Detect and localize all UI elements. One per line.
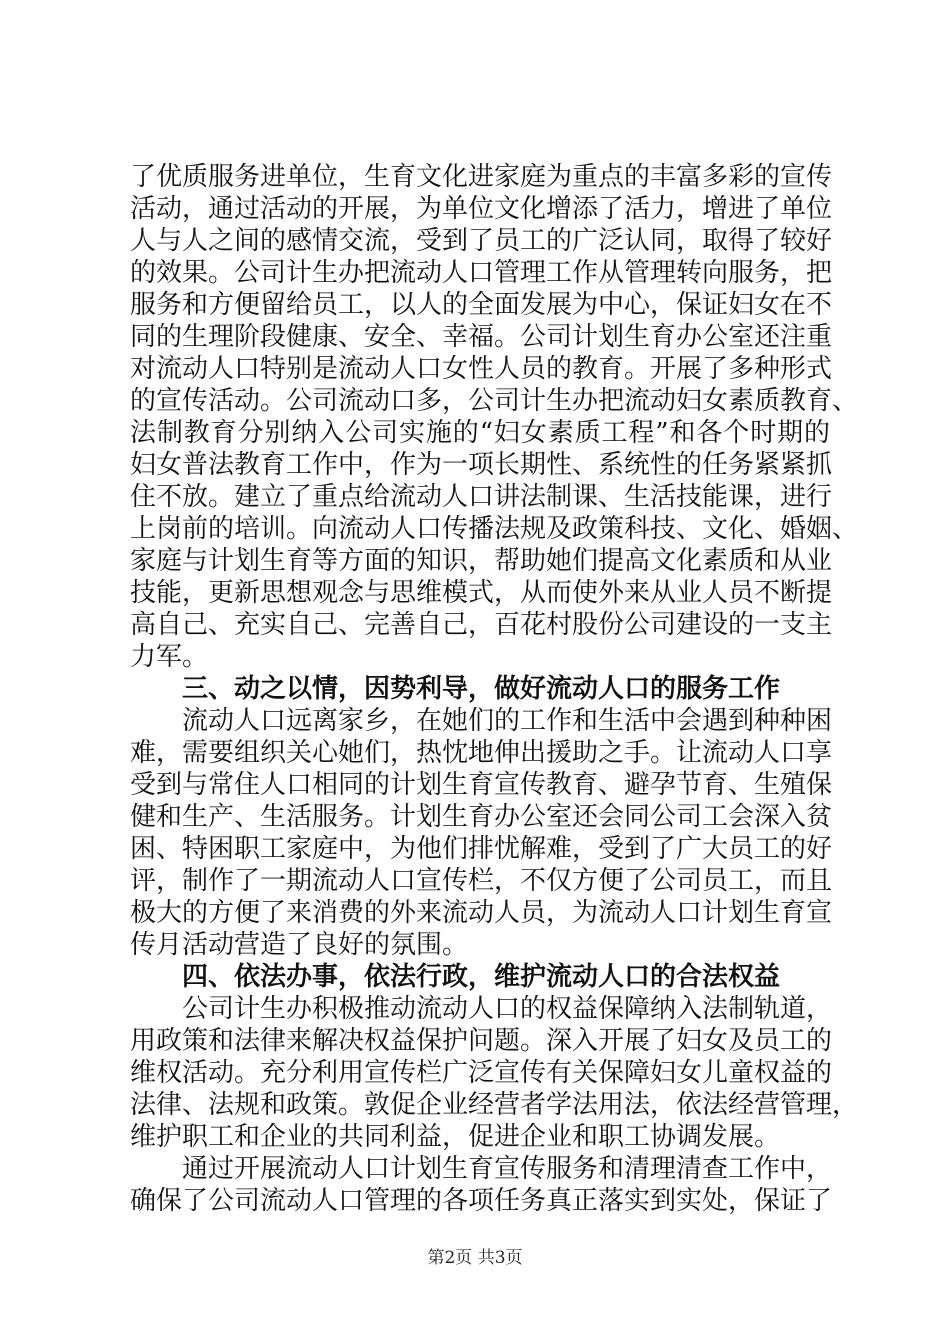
- body-text-line: 维权活动。充分利用宣传栏广泛宣传有关保障妇女儿童权益的: [130, 1058, 833, 1088]
- body-text-line: 健和生产、生活服务。计划生育办公室还会同公司工会深入贫: [130, 802, 833, 832]
- body-text-line: 高自己、充实自己、完善自己，百花村股份公司建设的一支主: [130, 610, 833, 640]
- body-text-line: 人与人之间的感情交流，受到了员工的广泛认同，取得了较好: [130, 226, 833, 256]
- body-text-line: 同的生理阶段健康、安全、幸福。公司计划生育办公室还注重: [130, 322, 833, 352]
- body-text-line: 公司计生办积极推动流动人口的权益保障纳入法制轨道，: [182, 994, 833, 1024]
- body-text-line: 了优质服务进单位，生育文化进家庭为重点的丰富多彩的宣传: [130, 162, 833, 192]
- body-text-line: 受到与常住人口相同的计划生育宣传教育、避孕节育、生殖保: [130, 770, 833, 800]
- body-text-line: 住不放。建立了重点给流动人口讲法制课、生活技能课，进行: [130, 482, 833, 512]
- body-text-line: 法律、法规和政策。敦促企业经营者学法用法，依法经营管理，: [130, 1090, 859, 1120]
- body-text-line: 服务和方便留给员工，以人的全面发展为中心，保证妇女在不: [130, 290, 833, 320]
- body-text-line: 难，需要组织关心她们，热忱地伸出援助之手。让流动人口享: [130, 738, 833, 768]
- body-text-line: 家庭与计划生育等方面的知识，帮助她们提高文化素质和从业: [130, 546, 833, 576]
- body-text-line: 的宣传活动。公司流动口多，公司计生办把流动妇女素质教育、: [130, 386, 859, 416]
- body-text-line: 法制教育分别纳入公司实施的“妇女素质工程”和各个时期的: [130, 418, 830, 448]
- body-text-line: 传月活动营造了良好的氛围。: [130, 930, 469, 960]
- body-text-line: 评，制作了一期流动人口宣传栏，不仅方便了公司员工，而且: [130, 866, 833, 896]
- body-text-line: 通过开展流动人口计划生育宣传服务和清理清查工作中，: [182, 1154, 833, 1184]
- body-text-line: 困、特困职工家庭中，为他们排忧解难，受到了广大员工的好: [130, 834, 833, 864]
- body-text-line: 的效果。公司计生办把流动人口管理工作从管理转向服务，把: [130, 258, 833, 288]
- body-text-line: 活动，通过活动的开展，为单位文化增添了活力，增进了单位: [130, 194, 833, 224]
- body-text-line: 确保了公司流动人口管理的各项任务真正落实到实处，保证了: [130, 1186, 833, 1216]
- body-text-line: 技能，更新思想观念与思维模式，从而使外来从业人员不断提: [130, 578, 833, 608]
- body-text-line: 极大的方便了来消费的外来流动人员，为流动人口计划生育宣: [130, 898, 833, 928]
- body-text-line: 对流动人口特别是流动人口女性人员的教育。开展了多种形式: [130, 354, 833, 384]
- body-text-line: 维护职工和企业的共同利益，促进企业和职工协调发展。: [130, 1122, 781, 1152]
- section-heading-3: 三、动之以情，因势利导，做好流动人口的服务工作: [182, 674, 781, 704]
- page-number-footer: 第2页 共3页: [427, 1248, 523, 1268]
- body-text-line: 力军。: [130, 642, 209, 672]
- section-heading-4: 四、依法办事，依法行政，维护流动人口的合法权益: [182, 962, 781, 992]
- body-text-line: 用政策和法律来解决权益保护问题。深入开展了妇女及员工的: [130, 1026, 833, 1056]
- body-text-line: 上岗前的培训。向流动人口传播法规及政策科技、文化、婚姻、: [130, 514, 859, 544]
- body-text-line: 妇女普法教育工作中，作为一项长期性、系统性的任务紧紧抓: [130, 450, 833, 480]
- body-text-line: 流动人口远离家乡，在她们的工作和生活中会遇到种种困: [182, 706, 833, 736]
